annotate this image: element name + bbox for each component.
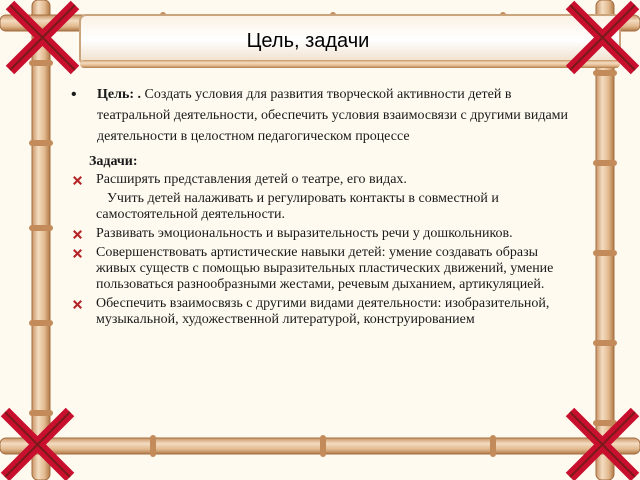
task-text: Расширять представления детей о театре, его видах. xyxy=(96,172,407,187)
task-item xyxy=(70,245,578,293)
right-bamboo-pole xyxy=(593,0,617,480)
task-item xyxy=(70,191,578,223)
tasks-list xyxy=(70,172,578,328)
cross-bullet-icon xyxy=(72,248,83,259)
task-item xyxy=(70,226,578,242)
cross-bullet-icon xyxy=(72,175,83,186)
slide-content xyxy=(70,84,578,331)
goal-paragraph xyxy=(70,84,578,147)
goal-label: Цель: . xyxy=(97,87,142,102)
goal-bullet: • xyxy=(71,86,77,103)
task-text: Обеспечить взаимосвязь с другими видами деятельности: изобразительной, музыкальной, художественной литературой, конструированием xyxy=(96,296,550,327)
tasks-heading: Задачи: xyxy=(89,154,138,169)
cross-bullet-icon xyxy=(72,229,83,240)
goal-text: Создать условия для развития творческой активности детей в театральной деятельности, обеспечить условия взаимосвязи с другими видами деятельности в целостном педагогическом процессе xyxy=(97,87,569,144)
cross-bullet-icon xyxy=(72,299,83,310)
task-text: Развивать эмоциональность и выразительность речи у дошкольников. xyxy=(96,226,513,241)
task-text: Совершенствовать артистические навыки детей: умение создавать образы живых существ с помощью выразительных пластических движений, умение пользоваться разнообразными жестами, речевым дыханием, артикуляцией. xyxy=(96,245,554,292)
task-text: Учить детей налаживать и регулировать контакты в совместной и самостоятельной деятельности. xyxy=(96,191,499,222)
task-item xyxy=(70,296,578,328)
slide-title: Цель, задачи xyxy=(246,30,370,52)
bottom-bamboo-pole xyxy=(0,435,640,457)
left-bamboo-pole xyxy=(29,0,53,480)
task-item xyxy=(70,172,578,188)
